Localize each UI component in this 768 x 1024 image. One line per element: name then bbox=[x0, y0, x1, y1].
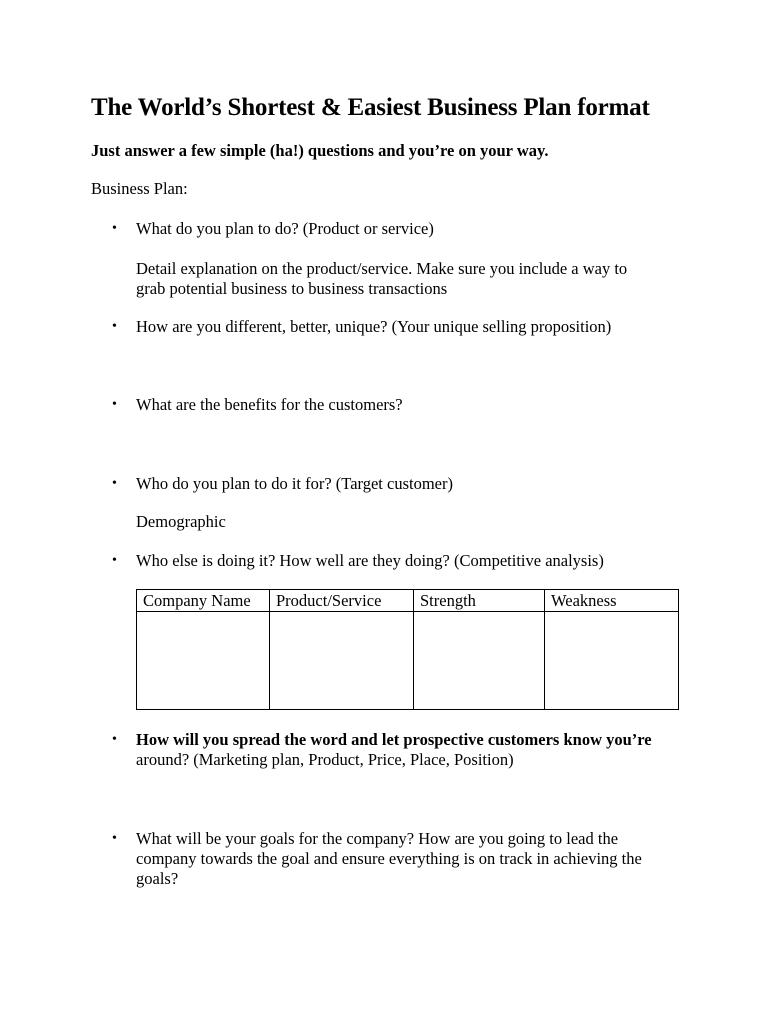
page-title: The World’s Shortest & Easiest Business Plan format bbox=[91, 94, 650, 121]
subtitle: Just answer a few simple (ha!) questions and you’re on your way. bbox=[91, 141, 549, 160]
question-product: What do you plan to do? (Product or service) bbox=[136, 219, 434, 238]
header-product-service: Product/Service bbox=[270, 590, 414, 612]
question-unique: How are you different, better, unique? (Your unique selling proposition) bbox=[136, 317, 612, 336]
bullet-icon: • bbox=[112, 831, 117, 846]
table-cell[interactable] bbox=[137, 612, 270, 710]
table-cell[interactable] bbox=[414, 612, 545, 710]
header-company-name: Company Name bbox=[137, 590, 270, 612]
table-cell[interactable] bbox=[545, 612, 679, 710]
competitive-analysis-table bbox=[136, 589, 679, 710]
bullet-icon: • bbox=[112, 476, 117, 491]
question-benefits: What are the benefits for the customers? bbox=[136, 395, 403, 414]
header-weakness: Weakness bbox=[545, 590, 679, 612]
bullet-icon: • bbox=[112, 319, 117, 334]
question-marketing-line-2: around? (Marketing plan, Product, Price, Place, Position) bbox=[136, 750, 514, 769]
header-strength: Strength bbox=[414, 590, 545, 612]
question-goals-line-1: What will be your goals for the company? How are you going to lead the bbox=[136, 829, 619, 848]
question-marketing-line-1: How will you spread the word and let prospective customers know you’re bbox=[136, 730, 652, 749]
note-demographic: Demographic bbox=[136, 512, 226, 531]
question-competition: Who else is doing it? How well are they doing? (Competitive analysis) bbox=[136, 551, 604, 570]
note-product-line-2: grab potential business to business transactions bbox=[136, 279, 448, 298]
question-goals-line-2: company towards the goal and ensure everything is on track in achieving the bbox=[136, 849, 642, 868]
bullet-icon: • bbox=[112, 221, 117, 236]
bullet-icon: • bbox=[112, 397, 117, 412]
section-label: Business Plan: bbox=[91, 179, 188, 198]
question-goals-line-3: goals? bbox=[136, 869, 179, 888]
table-header-row bbox=[137, 590, 679, 612]
question-target: Who do you plan to do it for? (Target customer) bbox=[136, 474, 453, 493]
bullet-icon: • bbox=[112, 553, 117, 568]
table-row bbox=[137, 612, 679, 710]
table-cell[interactable] bbox=[270, 612, 414, 710]
note-product-line-1: Detail explanation on the product/service. Make sure you include a way to bbox=[136, 259, 628, 278]
bullet-icon: • bbox=[112, 732, 117, 747]
